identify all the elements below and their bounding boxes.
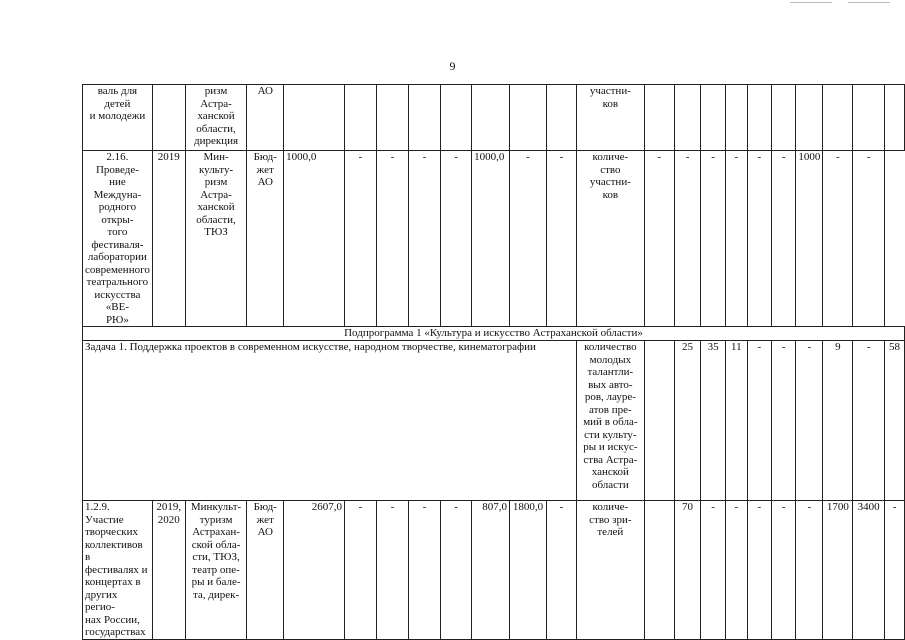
indicator-value: -: [853, 341, 885, 501]
table-cell: АО: [247, 85, 284, 151]
table-row: [83, 501, 905, 640]
measure-name-cell: валь для детей и молодежи: [83, 85, 153, 151]
table-cell: 2019: [152, 151, 185, 327]
task-text: Задача 1. Поддержка проектов в современном искусстве, народном творчестве, кинематографии: [83, 341, 577, 501]
table-cell: -: [409, 501, 441, 640]
indicator-value: 35: [701, 341, 726, 501]
table-cell: [546, 85, 576, 151]
table-cell: [674, 85, 701, 151]
table-cell: 1000: [796, 151, 823, 327]
table-cell: Бюд- жет АО: [247, 501, 284, 640]
table-cell: 1000,0: [284, 151, 345, 327]
table-cell: 1700: [823, 501, 853, 640]
table-cell: [644, 85, 674, 151]
table-cell: 2019, 2020: [152, 501, 185, 640]
table-cell: [377, 85, 409, 151]
table-row: [83, 151, 905, 327]
table-cell: ризм Астра- ханской области, дирекция: [185, 85, 247, 151]
table-cell: 70: [674, 501, 701, 640]
table-cell: -: [725, 151, 747, 327]
table-cell: [823, 85, 853, 151]
table-cell: Минкульт- туризм Астрахан- ской обла- сти, ТЮЗ, театр опе- ры и бале- та, дирек-: [185, 501, 247, 640]
table-cell: 3400: [853, 501, 885, 640]
table-cell: [772, 85, 796, 151]
table-cell: количе- ство зри- телей: [577, 501, 645, 640]
indicator-value: -: [747, 341, 771, 501]
indicator-value: -: [772, 341, 796, 501]
program-measures-table: [82, 84, 905, 640]
table-cell: -: [344, 151, 376, 327]
table-cell: [701, 85, 726, 151]
measure-name-cell: 2.16. Проведе- ние Междуна- родного откры- того фестиваля- лаборатории современного театрального искусства «ВЕ- РЮ»: [83, 151, 153, 327]
indicator-value: 58: [885, 341, 905, 501]
table-row: [83, 85, 905, 151]
table-cell: -: [853, 151, 885, 327]
table-cell: 2607,0: [284, 501, 345, 640]
table-cell: -: [510, 151, 547, 327]
indicator-value: -: [796, 341, 823, 501]
table-cell: -: [344, 501, 376, 640]
table-cell: [152, 85, 185, 151]
indicator-value: [644, 341, 674, 501]
task-row: [83, 341, 905, 501]
page-number: 9: [449, 59, 456, 73]
table-cell: [885, 85, 905, 151]
table-cell: [284, 85, 345, 151]
scan-artifact-line: [848, 2, 890, 3]
indicator-value: 9: [823, 341, 853, 501]
table-cell: -: [885, 501, 905, 640]
table-cell: -: [747, 501, 771, 640]
indicator-value: 11: [725, 341, 747, 501]
table-cell: количе- ство участни- ков: [577, 151, 645, 327]
table-cell: [472, 85, 510, 151]
subprogram-title: Подпрограмма 1 «Культура и искусство Астраханской области»: [83, 327, 905, 341]
table-cell: -: [546, 501, 576, 640]
table-cell: -: [377, 151, 409, 327]
table-cell: -: [377, 501, 409, 640]
indicator-value: 25: [674, 341, 701, 501]
table-cell: [644, 501, 674, 640]
table-cell: -: [823, 151, 853, 327]
table-cell: -: [772, 501, 796, 640]
subprogram-row: [83, 327, 905, 341]
table-cell: -: [701, 501, 726, 640]
table-cell: Мин- культу- ризм Астра- ханской области, ТЮЗ: [185, 151, 247, 327]
table-cell: -: [409, 151, 441, 327]
scan-artifact-line: [790, 2, 832, 3]
table-cell: [853, 85, 885, 151]
table-cell: -: [725, 501, 747, 640]
table-cell: [409, 85, 441, 151]
table-cell: -: [747, 151, 771, 327]
table-cell: -: [772, 151, 796, 327]
table-cell: [441, 85, 472, 151]
indicator-cell: количество молодых талантли- вых авто- ров, лауре- атов пре- мий в обла- сти культу- ры и искус- ства Астра- ханской области: [577, 341, 645, 501]
table-cell: [725, 85, 747, 151]
table-cell: Бюд- жет АО: [247, 151, 284, 327]
table-cell: -: [674, 151, 701, 327]
table-cell: -: [441, 151, 472, 327]
table-cell: [747, 85, 771, 151]
measure-name-cell: 1.2.9. Участие творческих коллективов в фестивалях и концертах в других регио- нах России, государствах: [83, 501, 153, 640]
table-cell: участни- ков: [577, 85, 645, 151]
table-cell: [510, 85, 547, 151]
table-cell: [344, 85, 376, 151]
table-cell: 1000,0: [472, 151, 510, 327]
table-cell: 807,0: [472, 501, 510, 640]
table-cell: -: [796, 501, 823, 640]
table-cell: -: [701, 151, 726, 327]
table-cell: [796, 85, 823, 151]
table-cell: -: [441, 501, 472, 640]
table-cell: -: [644, 151, 674, 327]
table-cell: -: [546, 151, 576, 327]
table-cell: 1800,0: [510, 501, 547, 640]
